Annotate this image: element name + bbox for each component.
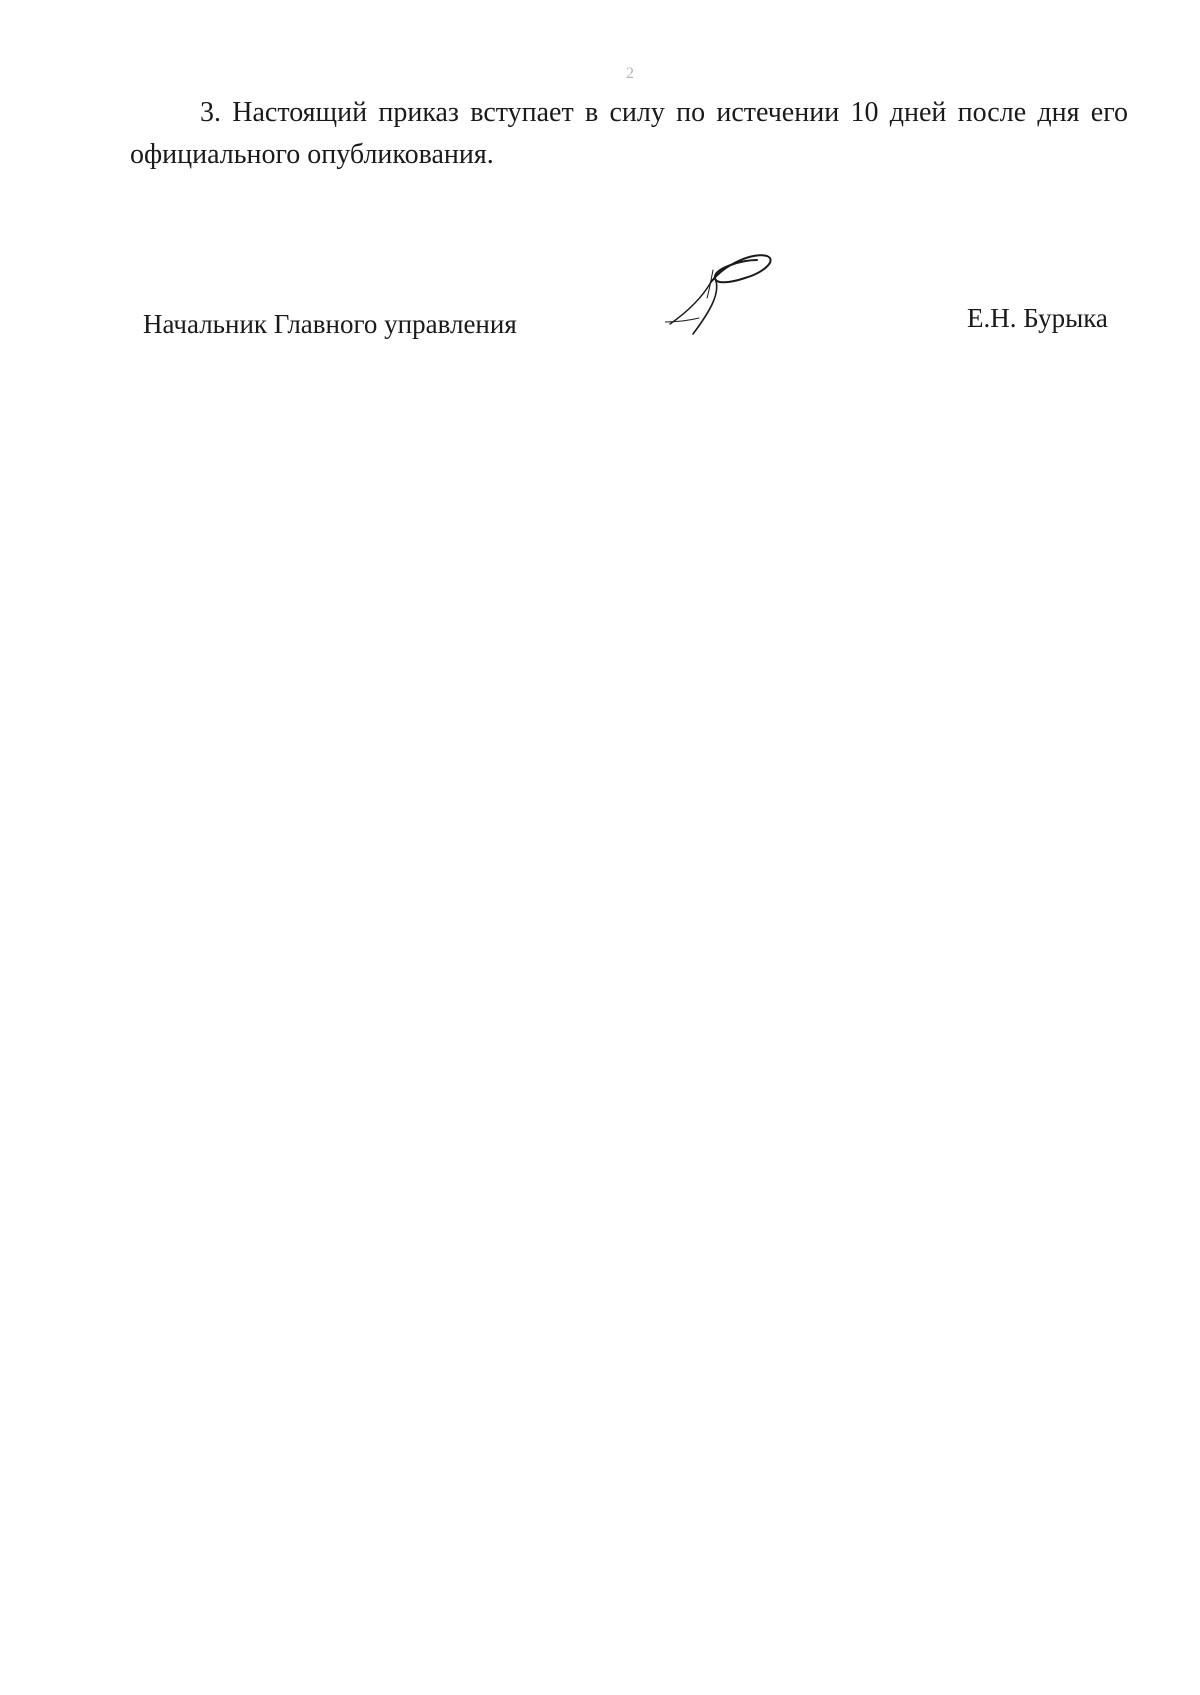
signatory-name: Е.Н. Бурыка [967,303,1108,333]
handwritten-signature-icon [665,252,785,342]
page-number: 2 [626,65,634,82]
signatory-position-title: Начальник Главного управления [143,309,517,339]
paragraph-3: 3. Настоящий приказ вступает в силу по истечении 10 дней после дня его официального опубликования. [130,97,1128,170]
